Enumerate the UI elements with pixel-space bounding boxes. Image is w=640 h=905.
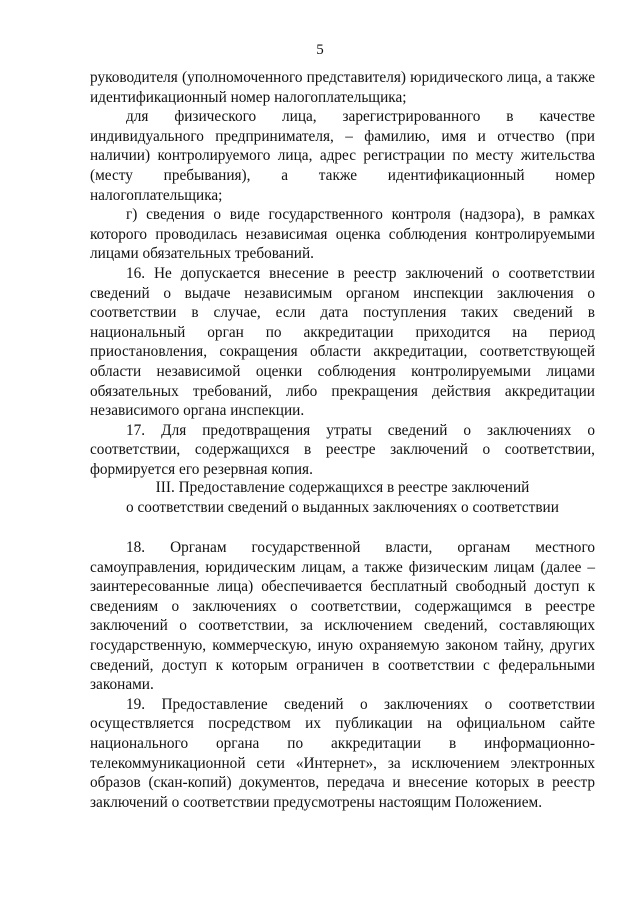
paragraph-17: 17. Для предотвращения утраты сведений о заключениях о соответствии, содержащихся в реестре заключений о соответствии, формируется его резервная копия. [90, 421, 595, 478]
body-text-top [90, 68, 595, 479]
section-title-line-1: III. Предоставление содержащихся в реестре заключений [155, 479, 530, 496]
page-number: 5 [316, 42, 324, 58]
body-text-bottom [90, 538, 595, 812]
paragraph-individual-entrepreneur: для физического лица, зарегистрированного в качестве индивидуального предпринимателя, – фамилию, имя и отчество (при наличии) контролируемого лица, адрес регистрации по месту жительства (месту пребывания), а также идентификационный номер налогоплательщика; [90, 108, 595, 204]
section-title-line-2: о соответствии сведений о выданных заключениях о соответствии [126, 499, 559, 516]
paragraph-continuation: руководителя (уполномоченного представителя) юридического лица, а также идентификационный номер налогоплательщика; [90, 69, 595, 106]
paragraph-19: 19. Предоставление сведений о заключениях о соответствии осуществляется посредством их публикации на официальном сайте национального органа по аккредитации в информационно-телекоммуникационной сети «Интернет», за исключением электронных образов (скан-копий) документов, передача и внесение которых в реестр заключений о соответствии предусмотрены настоящим Положением. [90, 695, 595, 811]
paragraph-16: 16. Не допускается внесение в реестр заключений о соответствии сведений о выдаче независимым органом инспекции заключения о соответствии в случае, если дата поступления таких сведений в национальный орган по аккредитации приходится на период приостановления, сокращения области аккредитации, соответствующей области независимой оценки соблюдения контролируемыми лицами обязательных требований, либо прекращения действия аккредитации независимого органа инспекции. [90, 264, 595, 420]
section-title [90, 478, 595, 518]
paragraph-18: 18. Органам государственной власти, органам местного самоуправления, юридическим лицам, а также физическим лицам (далее – заинтересованные лица) обеспечивается бесплатный свободный доступ к сведениям о заключениях о соответствии, содержащимся в реестре заключений о соответствии, за исключением сведений, составляющих государственную, коммерческую, иную охраняемую законом тайну, других сведений, доступ к которым ограничен в соответствии с федеральными законами. [90, 539, 595, 694]
paragraph-item-g: г) сведения о виде государственного контроля (надзора), в рамках которого проводилась независимая оценка соблюдения контролируемыми лицами обязательных требований. [90, 206, 595, 263]
